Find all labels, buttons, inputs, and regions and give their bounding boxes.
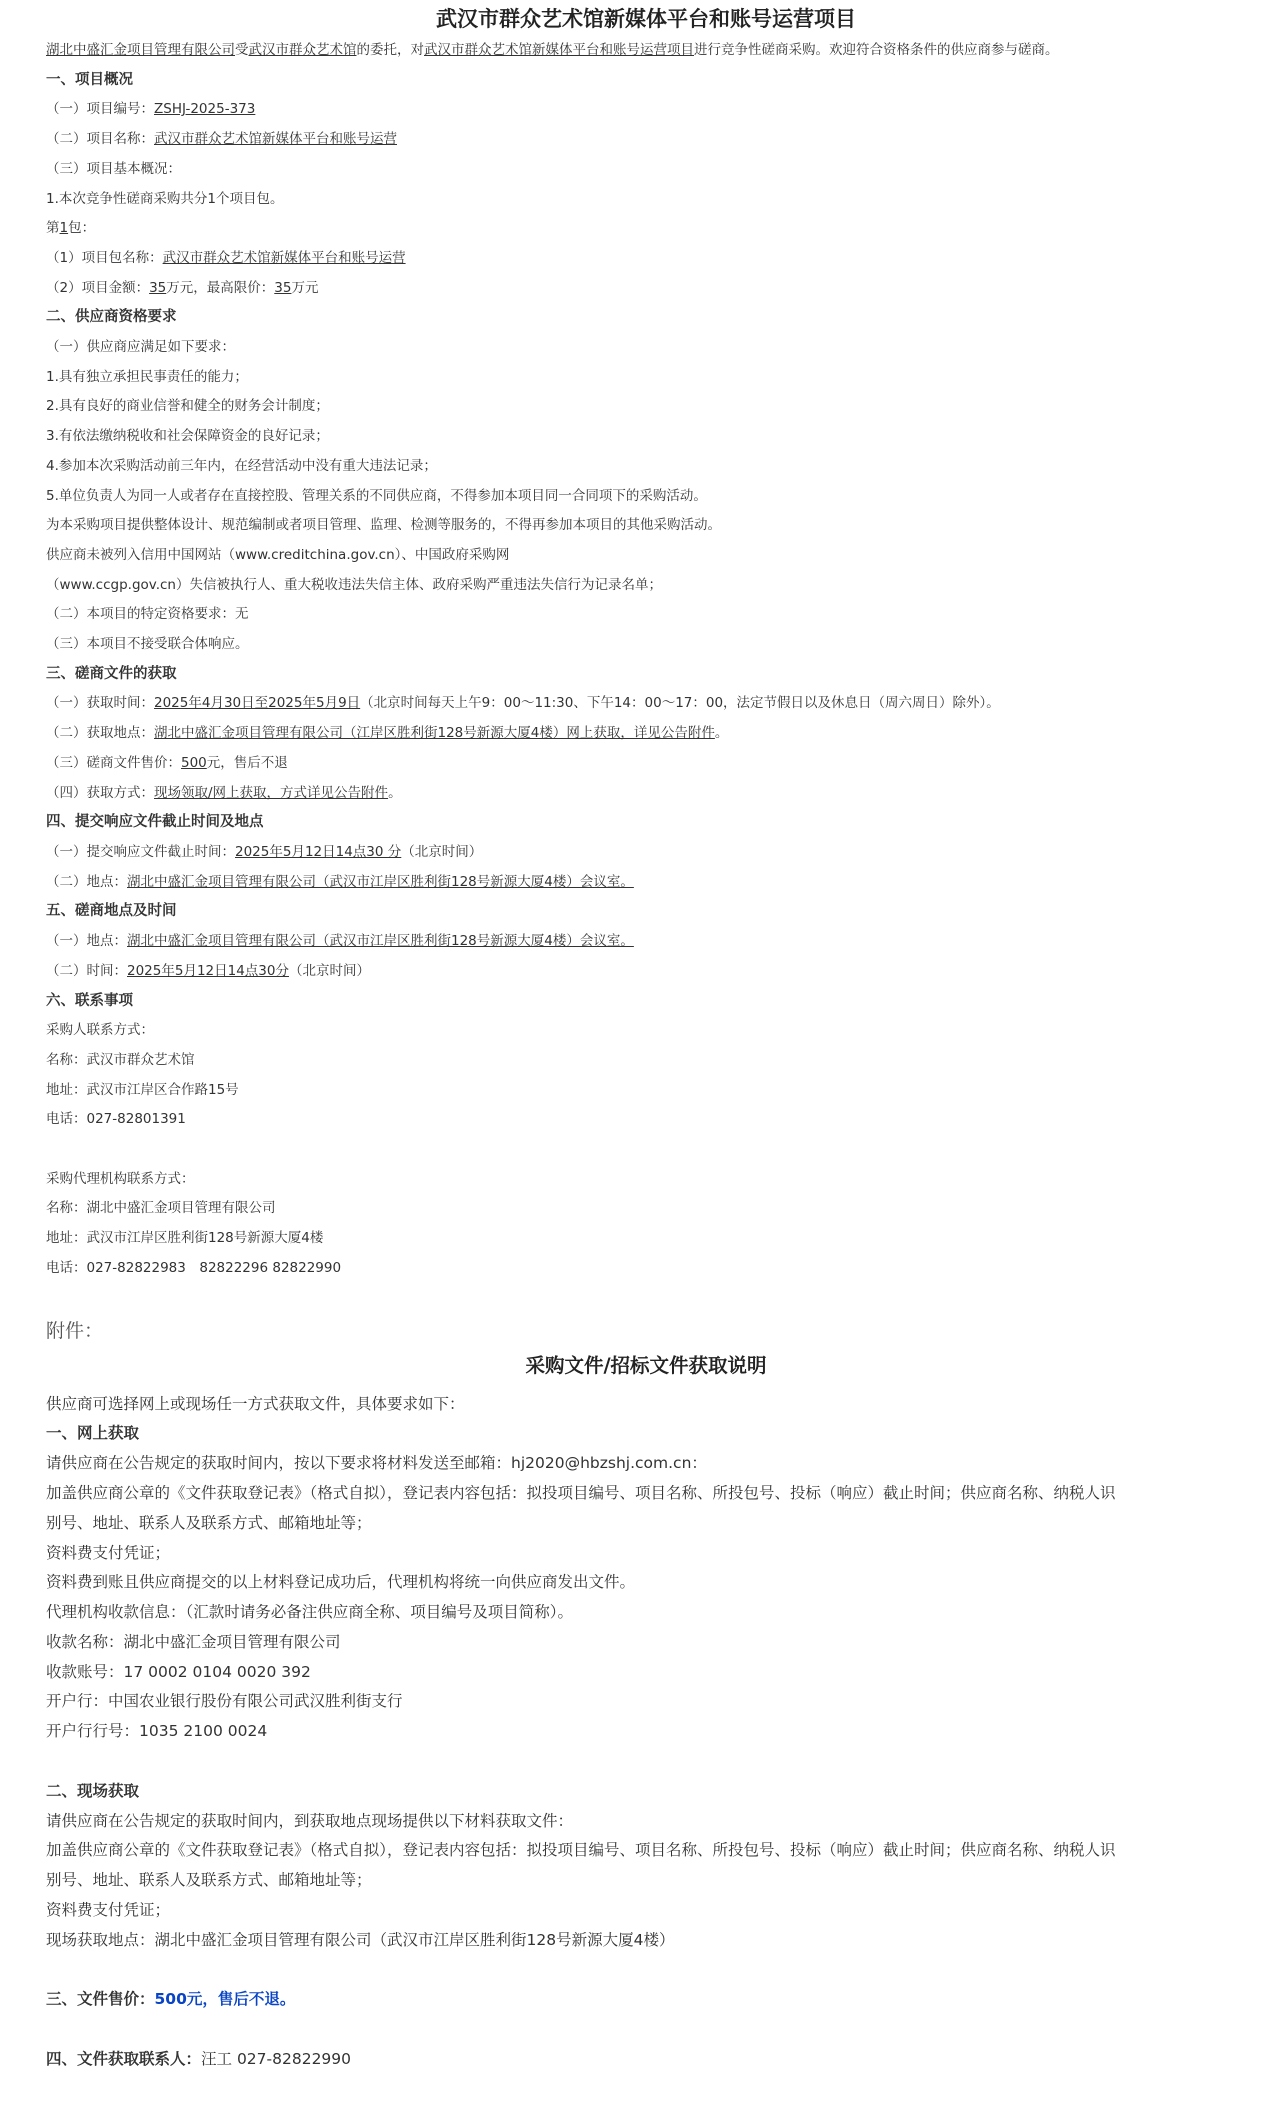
attachment-intro: 供应商可选择网上或现场任一方式获取文件，具体要求如下：	[46, 1394, 465, 1413]
note: （北京时间）	[288, 962, 370, 979]
obtain-mode	[46, 779, 1246, 809]
section-heading: 四、提交响应文件截止时间及地点	[46, 814, 264, 831]
qualification-line: 供应商未被列入信用中国网站（www.creditchina.gov.cn）、中国政府采购网	[46, 546, 510, 563]
spacer	[46, 1956, 1246, 1986]
label: 三、文件售价：	[46, 1990, 155, 2009]
value: 2025年4月30日至2025年5月9日	[154, 695, 361, 712]
qualification-line: 3.有依法缴纳税收和社会保障资金的良好记录；	[46, 428, 329, 445]
value: 500	[181, 754, 207, 771]
value: 湖北中盛汇金项目管理有限公司（武汉市江岸区胜利街128号新源大厦4楼）会议室。	[127, 873, 634, 890]
qualification-line: （一）供应商应满足如下要求：	[46, 339, 235, 356]
note: （北京时间）	[401, 843, 483, 860]
spacer	[46, 2015, 1246, 2045]
value: 2025年5月12日14点30 分	[235, 843, 402, 860]
submission-place	[46, 868, 1246, 898]
value: 湖北中盛汇金项目管理有限公司（江岸区胜利街128号新源大厦4楼）网上获取，详见公告附件	[154, 725, 715, 742]
qualification-line: 5.单位负责人为同一人或者存在直接控股、管理关系的不同供应商，不得参加本项目同一合同项下的采购活动。	[46, 487, 707, 504]
contact-line: 电话：027-82822983 82822296 82822990	[46, 1259, 342, 1276]
spacer	[46, 1747, 1246, 1777]
label: （二）时间：	[46, 962, 127, 979]
value: ZSHJ-2025-373	[154, 101, 256, 118]
obtain-time	[46, 689, 1246, 719]
value: 2025年5月12日14点30分	[127, 962, 289, 979]
project-name-line	[46, 125, 1246, 155]
consultation-time	[46, 957, 1246, 987]
basic-overview: （三）项目基本概况：	[46, 160, 181, 177]
label: （二）项目名称：	[46, 131, 154, 148]
attachment-body	[46, 1390, 1246, 2075]
buyer-name: 武汉市群众艺术馆	[248, 42, 357, 58]
label: （一）提交响应文件截止时间：	[46, 843, 235, 860]
label: 万元，最高限价：	[166, 279, 275, 296]
value: 现场领取/网上获取，方式详见公告附件	[154, 784, 389, 801]
online-heading: 一、网上获取	[46, 1424, 140, 1443]
consultation-place	[46, 927, 1246, 957]
qualification-line: （二）本项目的特定资格要求：无	[46, 606, 249, 623]
online-line: 开户行：中国农业银行股份有限公司武汉胜利街支行	[46, 1692, 403, 1711]
label: （1）项目包名称：	[46, 249, 163, 266]
contact-line: 地址：武汉市江岸区合作路15号	[46, 1081, 239, 1098]
contact-line: 电话：027-82801391	[46, 1111, 186, 1128]
label: （一）获取时间：	[46, 695, 154, 712]
label: （四）获取方式：	[46, 784, 154, 801]
intro-text: 的委托，对	[356, 42, 424, 58]
value: 35	[274, 279, 292, 296]
intro-paragraph	[46, 36, 1246, 66]
project-number	[46, 95, 1246, 125]
value: 1	[59, 220, 69, 237]
onsite-heading: 二、现场获取	[46, 1781, 140, 1800]
online-line: 资料费支付凭证；	[46, 1543, 171, 1562]
package-count: 1.本次竞争性磋商采购共分1个项目包。	[46, 190, 284, 207]
label: （二）地点：	[46, 873, 127, 890]
note: 元，售后不退	[206, 754, 288, 771]
qualification-line: 4.参加本次采购活动前三年内，在经营活动中没有重大违法记录；	[46, 457, 437, 474]
label: 包：	[68, 220, 96, 237]
online-line: 收款账号：17 0002 0104 0020 392	[46, 1662, 311, 1681]
onsite-line: 现场获取地点：湖北中盛汇金项目管理有限公司（武汉市江岸区胜利街128号新源大厦4楼）	[46, 1930, 675, 1949]
online-line: 开户行行号：1035 2100 0024	[46, 1722, 268, 1741]
qualification-line: 为本采购项目提供整体设计、规范编制或者项目管理、监理、检测等服务的，不得再参加本项目的其他采购活动。	[46, 517, 721, 534]
contact-line: 名称：湖北中盛汇金项目管理有限公司	[46, 1200, 276, 1217]
attachment-title: 采购文件/招标文件获取说明	[525, 1353, 767, 1377]
online-line: 别号、地址、联系人及联系方式、邮箱地址等；	[46, 1513, 372, 1532]
onsite-line: 请供应商在公告规定的获取时间内，到获取地点现场提供以下材料获取文件：	[46, 1811, 574, 1830]
section-heading: 一、项目概况	[46, 71, 133, 88]
qualification-line: （www.ccgp.gov.cn）失信被执行人、重大税收违法失信主体、政府采购严重违法失信行为记录名单；	[46, 576, 662, 593]
contact-line	[46, 2045, 1246, 2075]
section-heading: 二、供应商资格要求	[46, 309, 177, 326]
qualification-line: （三）本项目不接受联合体响应。	[46, 636, 249, 653]
contact-line: 地址：武汉市江岸区胜利街128号新源大厦4楼	[46, 1230, 324, 1247]
qualification-line: 1.具有独立承担民事责任的能力；	[46, 368, 248, 385]
online-line: 资料费到账且供应商提交的以上材料登记成功后，代理机构将统一向供应商发出文件。	[46, 1573, 636, 1592]
label: （三）磋商文件售价：	[46, 754, 181, 771]
section-heading: 三、磋商文件的获取	[46, 665, 177, 682]
online-line: 请供应商在公告规定的获取时间内，按以下要求将材料发送至邮箱：hj2020@hbzshj.com.cn：	[46, 1454, 707, 1473]
attachment-label: 附件：	[46, 1319, 104, 1342]
submission-deadline	[46, 838, 1246, 868]
value: 武汉市群众艺术馆新媒体平台和账号运营	[154, 131, 397, 148]
onsite-line: 资料费支付凭证；	[46, 1900, 171, 1919]
spacer	[46, 1135, 1246, 1165]
package-name	[46, 244, 1246, 274]
onsite-line: 别号、地址、联系人及联系方式、邮箱地址等；	[46, 1871, 372, 1890]
onsite-line: 加盖供应商公章的《文件获取登记表》（格式自拟），登记表内容包括：拟投项目编号、项目名称、所投包号、投标（响应）截止时间；供应商名称、纳税人识	[46, 1841, 1116, 1860]
qualification-line: 2.具有良好的商业信誉和健全的财务会计制度；	[46, 398, 329, 415]
document-price	[46, 749, 1246, 779]
online-line: 代理机构收款信息：（汇款时请务必备注供应商全称、项目编号及项目简称）。	[46, 1603, 574, 1622]
online-line: 收款名称：湖北中盛汇金项目管理有限公司	[46, 1632, 341, 1651]
value: 武汉市群众艺术馆新媒体平台和账号运营	[162, 249, 406, 266]
label: （一）项目编号：	[46, 101, 154, 118]
value: 汪工 027-82822990	[201, 2049, 352, 2068]
contact-line: 采购人联系方式：	[46, 1022, 154, 1039]
label: （二）获取地点：	[46, 725, 154, 742]
note: 。	[388, 784, 402, 801]
label: 万元	[291, 279, 319, 296]
project-amount	[46, 274, 1246, 304]
value: 35	[149, 279, 167, 296]
price-value: 500元，售后不退。	[154, 1990, 296, 2009]
contact-line: 采购代理机构联系方式：	[46, 1170, 195, 1187]
agency-name: 湖北中盛汇金项目管理有限公司	[46, 42, 235, 58]
label: 四、文件获取联系人：	[46, 2049, 202, 2068]
note: 。	[714, 725, 729, 742]
intro-text: 进行竞争性磋商采购。欢迎符合资格条件的供应商参与磋商。	[694, 42, 1059, 58]
section-heading: 六、联系事项	[46, 992, 133, 1009]
intro-text: 受	[235, 42, 249, 58]
announcement-page	[46, 0, 1246, 2075]
page-title: 武汉市群众艺术馆新媒体平台和账号运营项目	[436, 7, 856, 31]
label: （2）项目金额：	[46, 279, 150, 296]
value: 湖北中盛汇金项目管理有限公司（武汉市江岸区胜利街128号新源大厦4楼）会议室。	[127, 933, 634, 950]
package-title	[46, 214, 1246, 244]
contact-line: 名称：武汉市群众艺术馆	[46, 1051, 195, 1068]
online-line: 加盖供应商公章的《文件获取登记表》（格式自拟），登记表内容包括：拟投项目编号、项目名称、所投包号、投标（响应）截止时间；供应商名称、纳税人识	[46, 1483, 1116, 1502]
project-name: 武汉市群众艺术馆新媒体平台和账号运营项目	[424, 42, 694, 58]
obtain-place	[46, 719, 1246, 749]
price-line	[46, 1985, 1246, 2015]
label: （一）地点：	[46, 933, 127, 950]
label: 第	[46, 220, 60, 237]
note: （北京时间每天上午9：00～11:30、下午14：00～17：00，法定节假日以及休息日（周六周日）除外）。	[360, 695, 1000, 712]
section-heading: 五、磋商地点及时间	[46, 903, 177, 920]
